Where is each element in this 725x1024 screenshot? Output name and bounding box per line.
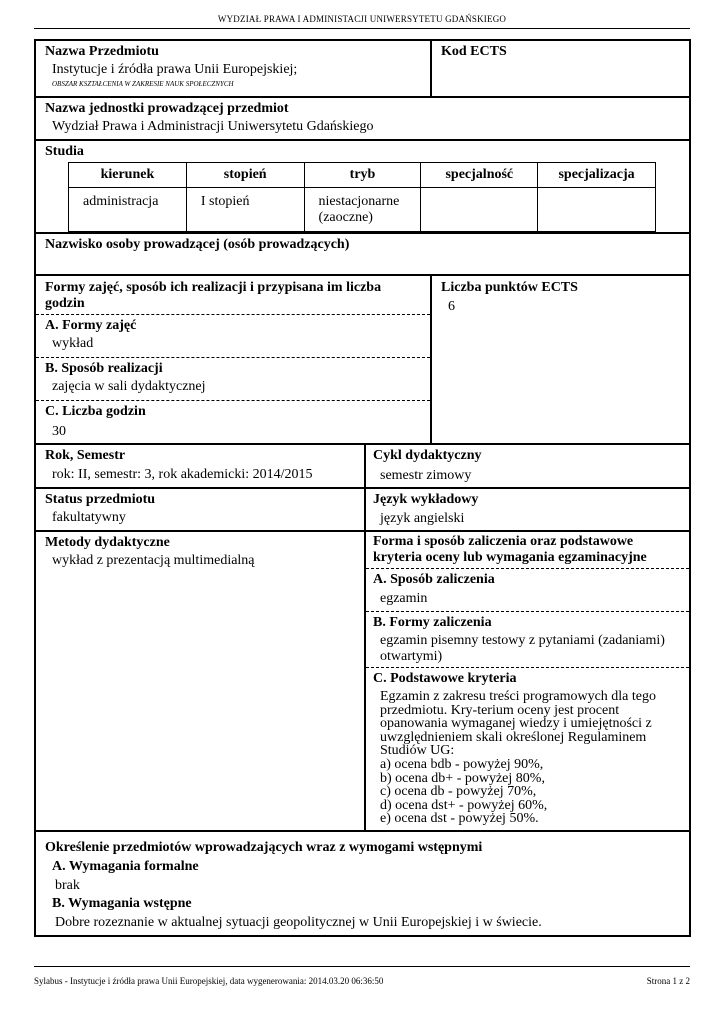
studies-col-header: specjalizacja bbox=[538, 163, 656, 188]
divider bbox=[34, 530, 691, 532]
prereq-label: Określenie przedmiotów wprowadzających wraz z wymogami wstępnymi bbox=[45, 840, 483, 855]
dashed-divider bbox=[366, 611, 689, 612]
unit-label: Nazwa jednostki prowadzącej przedmiot bbox=[45, 101, 289, 116]
divider bbox=[430, 274, 432, 444]
assessment-b-label: B. Formy zaliczenia bbox=[373, 615, 492, 630]
footer-rule bbox=[34, 966, 690, 967]
instructor-label: Nazwisko osoby prowadzącej (osób prowadzących) bbox=[45, 237, 350, 252]
studies-col-header: stopień bbox=[186, 163, 304, 188]
dashed-divider bbox=[36, 357, 430, 358]
criteria-line: przedmiotu. Kry-terium oceny jest procent bbox=[380, 702, 620, 718]
course-name: Instytucje i źródła prawa Unii Europejskiej; bbox=[52, 62, 298, 77]
ects-points-value: 6 bbox=[448, 299, 455, 314]
studies-label: Studia bbox=[45, 144, 84, 159]
forms-label: Formy zajęć, sposób ich realizacji i przypisana im liczba godzin bbox=[45, 280, 382, 311]
forms-c-value: 30 bbox=[52, 424, 66, 439]
studies-cell: administracja bbox=[69, 188, 187, 232]
year-value: rok: II, semestr: 3, rok akademicki: 2014/2015 bbox=[52, 467, 313, 482]
criteria-line: uwzględnieniem skali określonej Regulaminem bbox=[380, 729, 647, 745]
assessment-a-label: A. Sposób zaliczenia bbox=[373, 572, 495, 587]
divider bbox=[34, 96, 691, 98]
divider bbox=[34, 274, 691, 276]
divider bbox=[34, 487, 691, 489]
year-label: Rok, Semestr bbox=[45, 448, 126, 463]
dashed-divider bbox=[366, 667, 689, 668]
divider bbox=[34, 830, 691, 832]
criteria-line: Studiów UG: bbox=[380, 743, 455, 759]
forms-a-value: wykład bbox=[52, 336, 94, 351]
divider bbox=[34, 232, 691, 234]
studies-cell: I stopień bbox=[186, 188, 304, 232]
criteria-line: a) ocena bdb - powyżej 90%, bbox=[380, 756, 544, 772]
header-rule bbox=[34, 28, 690, 29]
assessment-b-value: egzamin pisemny testowy z pytaniami (zadaniami) otwartymi) bbox=[380, 633, 665, 664]
dashed-divider bbox=[366, 568, 689, 569]
studies-cell: niestacjonarne (zaoczne) bbox=[304, 188, 421, 232]
course-name-label: Nazwa Przedmiotu bbox=[45, 44, 159, 59]
ects-code-label: Kod ECTS bbox=[441, 44, 507, 59]
divider bbox=[34, 139, 691, 141]
assessment-c-label: C. Podstawowe kryteria bbox=[373, 671, 517, 686]
forms-a-label: A. Formy zajęć bbox=[45, 318, 137, 333]
assessment-a-value: egzamin bbox=[380, 591, 428, 606]
cycle-label: Cykl dydaktyczny bbox=[373, 448, 482, 463]
assessment-label: Forma i sposób zaliczenia oraz podstawowe kryteria oceny lub wymagania egzaminacyjne bbox=[373, 534, 647, 565]
studies-table bbox=[68, 162, 656, 232]
criteria-line: opanowania wymaganej wiedzy i umiejętności z bbox=[380, 716, 652, 732]
forms-b-label: B. Sposób realizacji bbox=[45, 361, 163, 376]
dashed-divider bbox=[36, 400, 430, 401]
prereq-a-value: brak bbox=[55, 878, 80, 893]
language-label: Język wykładowy bbox=[373, 492, 479, 507]
prereq-b-label: B. Wymagania wstępne bbox=[52, 896, 192, 911]
unit-value: Wydział Prawa i Administracji Uniwersytetu Gdańskiego bbox=[52, 119, 374, 134]
footer-text: Sylabus - Instytucje i źródła prawa Unii Europejskiej, data wygenerowania: 2014.03.20 06:36:50 bbox=[34, 976, 384, 986]
cycle-value: semestr zimowy bbox=[380, 468, 472, 483]
dashed-divider bbox=[36, 314, 430, 315]
assessment-criteria bbox=[380, 690, 656, 826]
prereq-a-label: A. Wymagania formalne bbox=[52, 859, 199, 874]
ects-points-label: Liczba punktów ECTS bbox=[441, 280, 578, 295]
studies-cell bbox=[421, 188, 538, 232]
studies-cell bbox=[538, 188, 656, 232]
page-number: Strona 1 z 2 bbox=[646, 976, 690, 986]
page-header: WYDZIAŁ PRAWA I ADMINISTACJI UNIWERSYTETU GDAŃSKIEGO bbox=[217, 14, 507, 24]
prereq-b-value: Dobre rozeznanie w aktualnej sytuacji geopolitycznej w Unii Europejskiej i w świecie. bbox=[55, 915, 542, 930]
language-value: język angielski bbox=[380, 511, 465, 526]
divider bbox=[364, 443, 366, 831]
status-value: fakultatywny bbox=[52, 510, 126, 525]
forms-c-label: C. Liczba godzin bbox=[45, 404, 146, 419]
forms-b-value: zajęcia w sali dydaktycznej bbox=[52, 379, 206, 394]
studies-col-header: tryb bbox=[304, 163, 421, 188]
divider bbox=[430, 39, 432, 97]
studies-col-header: kierunek bbox=[69, 163, 187, 188]
criteria-line: b) ocena db+ - powyżej 80%, bbox=[380, 770, 545, 786]
criteria-line: e) ocena dst - powyżej 50%. bbox=[380, 811, 539, 827]
methods-value: wykład z prezentacją multimedialną bbox=[52, 553, 255, 568]
criteria-line: c) ocena db - powyżej 70%, bbox=[380, 784, 537, 800]
methods-label: Metody dydaktyczne bbox=[45, 535, 170, 550]
course-area: OBSZAR KSZTAŁCENIA W ZAKRESIE NAUK SPOŁECZNYCH bbox=[52, 80, 234, 88]
divider bbox=[34, 443, 691, 445]
criteria-line: Egzamin z zakresu treści programowych dla tego bbox=[380, 689, 657, 704]
status-label: Status przedmiotu bbox=[45, 492, 156, 507]
criteria-line: d) ocena dst+ - powyżej 60%, bbox=[380, 797, 548, 813]
studies-col-header: specjalność bbox=[421, 163, 538, 188]
